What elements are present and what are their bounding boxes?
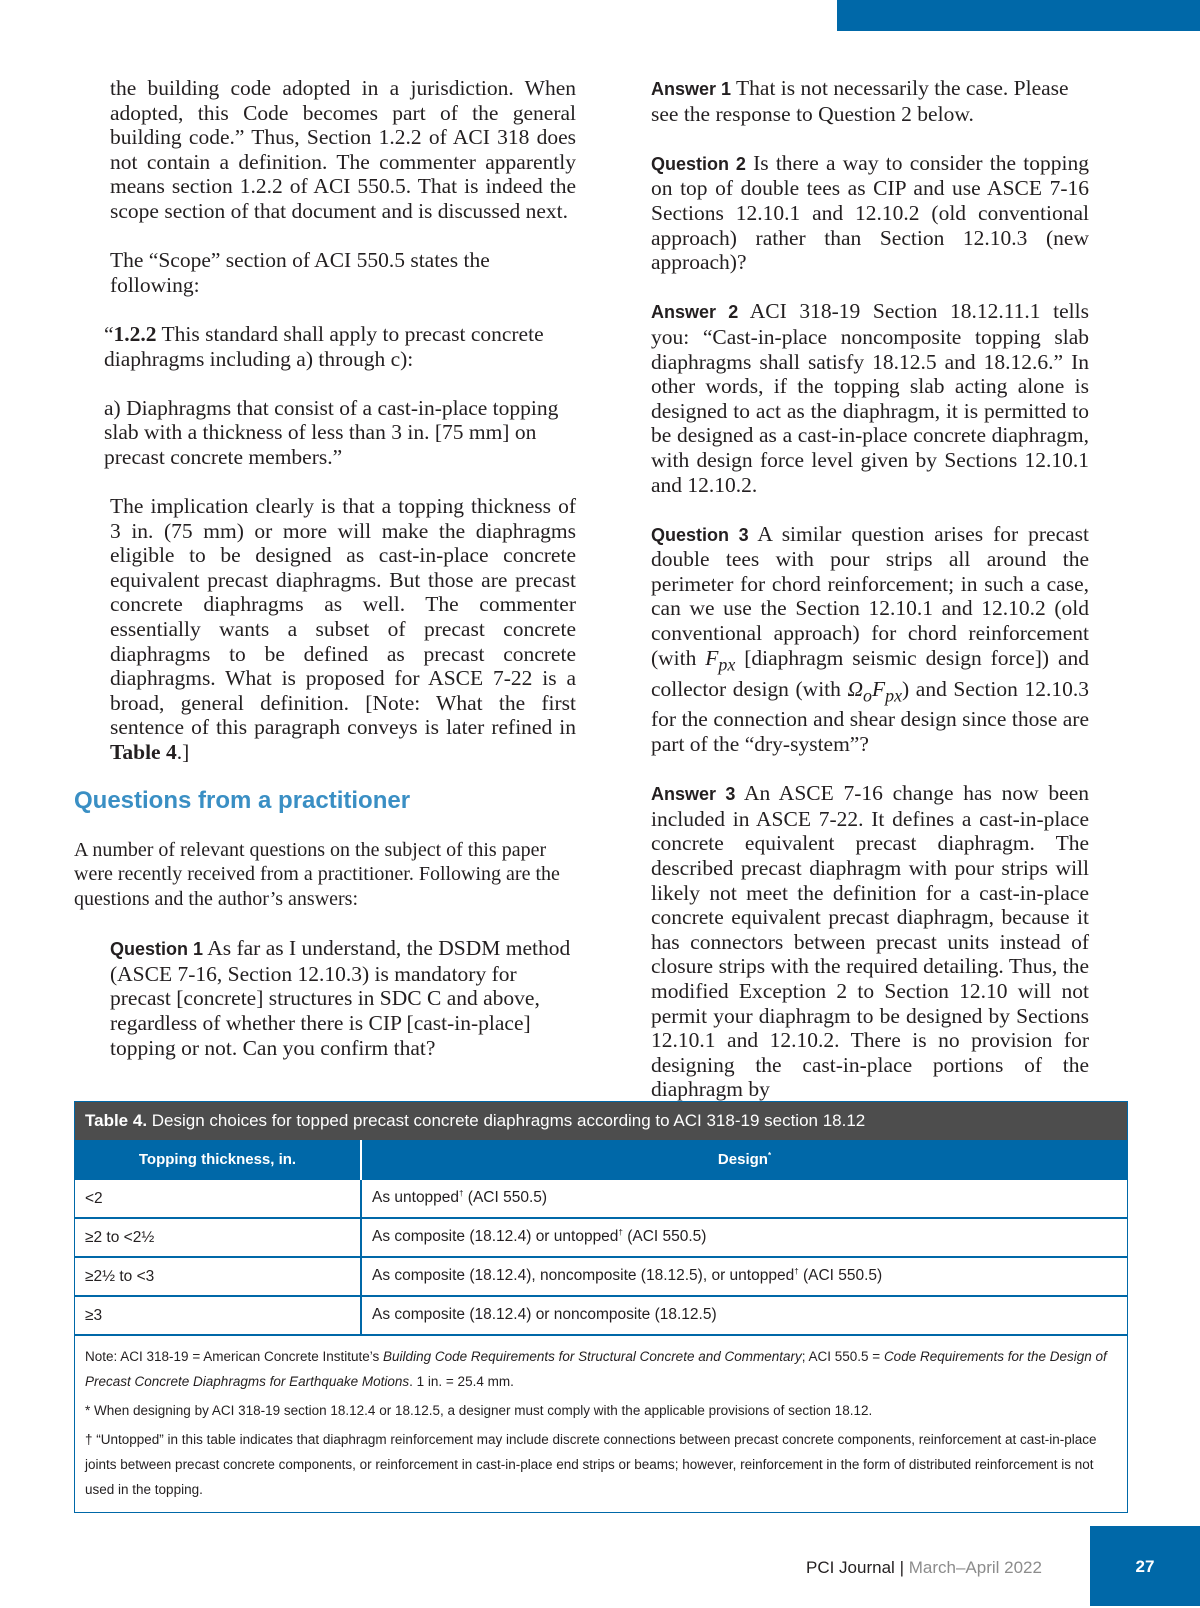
paragraph-implication: The implication clearly is that a topping thickness of 3 in. (75 mm) or more will make the diaphragms eligible to be designed as cast-in-place concrete equivalent precast diaphragms. But those are precast concrete diaphragms as well. The commenter essentially wants a subset of precast concrete diaphragms to be defined as precast concrete diaphragms. What is proposed for ASCE 7-22 is a broad, general definition. [Note: What the first sentence of this paragraph conveys is later refined in Table 4.] [110,494,576,765]
footnote-dagger: † “Untopped” in this table indicates that diaphragm reinforcement may include discrete connections between precast concrete components, reinforcement at cast-in-place joints between precast concrete components, or reinforcement in cast-in-place end strips or beams; however, reinforcement in the form of distributed reinforcement is not used in the topping. [85,1432,1097,1497]
design-cell: As composite (18.12.4) or untopped† (ACI 550.5) [361,1218,1127,1257]
right-column [651,76,1089,1127]
thickness-cell: ≥2 to <2½ [75,1218,361,1257]
quote-item-a: a) Diaphragms that consist of a cast-in-place topping slab with a thickness of less than 3 in. [75 mm] on precast concrete members.” [104,395,559,469]
question-2-label: Question 2 [651,153,746,174]
answer-3-label: Answer 3 [651,784,736,805]
table-row [75,1179,1127,1218]
answer-3: Answer 3 An ASCE 7-16 change has now been included in ASCE 7-22. It defines a cast-in-place concrete equivalent precast diaphragm. The described precast diaphragm with pour strips will likely not meet the definition for a cast-in-place concrete equivalent precast diaphragm, because it has connectors between precast units instead of closure strips with the required detailing. Thus, the modified Exception 2 to Section 12.10 will not permit your diaphragm to be designed by Sections 12.10.1 and 12.10.2. There is no provision for designing the cast-in-place portions of the diaphragm by [651,781,1089,1102]
answer-1: Answer 1 That is not necessarily the case. Please see the response to Question 2 below. [651,76,1069,126]
section-heading: Questions from a practitioner [74,787,411,815]
journal-name: PCI Journal [806,1558,895,1577]
thickness-cell: ≥2½ to <3 [75,1257,361,1296]
header-design: Design* [361,1140,1127,1179]
design-cell: As untopped† (ACI 550.5) [361,1179,1127,1218]
paragraph-code-definition: the building code adopted in a jurisdiction. When adopted, this Code becomes part of the general building code.” Thus, Section 1.2.2 of ACI 318 does not contain a definition. The commenter apparently means section 1.2.2 of ACI 550.5. That is indeed the scope section of that document and is discussed next. [110,76,576,223]
table-title: Table 4. Design choices for topped precast concrete diaphragms according to ACI 318-19 section 18.12 [75,1102,1127,1140]
page-number: 27 [1090,1526,1200,1606]
header-topping-thickness: Topping thickness, in. [75,1140,361,1179]
answer-2: Answer 2 ACI 318-19 Section 18.12.11.1 tells you: “Cast-in-place noncomposite topping slab diaphragms shall satisfy 18.12.5 and 18.12.6.” In other words, if the topping slab acting alone is designed to act as the diaphragm, it is permitted to be designed as a cast-in-place concrete diaphragm, with design force level given by Sections 12.10.1 and 12.10.2. [651,299,1089,497]
question-1-label: Question 1 [110,939,204,960]
paragraph-scope: The “Scope” section of ACI 550.5 states the following: [110,248,490,297]
paragraph-practitioner-intro: A number of relevant questions on the subject of this paper were recently received from a practitioner. Following are the questions and the author’s answers: [74,838,560,910]
thickness-cell: <2 [75,1179,361,1218]
question-2: Question 2 Is there a way to consider the topping on top of double tees as CIP and use ASCE 7-16 Sections 12.10.1 and 12.10.2 (old conventional approach) rather than Section 12.10.3 (new approach)? [651,150,1089,275]
answer-2-label: Answer 2 [651,302,739,323]
thickness-cell: ≥3 [75,1296,361,1334]
header-accent-bar [837,0,1200,31]
design-cell: As composite (18.12.4), noncomposite (18.12.5), or untopped† (ACI 550.5) [361,1257,1127,1296]
table-body [75,1140,1127,1334]
page-footer [806,1558,1042,1578]
table-note: Note: ACI 318-19 = American Concrete Institute’s Building Code Requirements for Structural Concrete and Commentary; ACI 550.5 = Code Requirements for the Design of Precast Concrete Diaphragms for Earthquake Motions. 1 in. = 25.4 mm. [85,1349,1107,1389]
issue-date: March–April 2022 [908,1558,1042,1577]
question-1: Question 1 As far as I understand, the DSDM method (ASCE 7-16, Section 12.10.3) is mandatory for precast [concrete] structures in SDC C and above, regardless of whether there is CIP [cast-in-place] topping or not. Can you confirm that? [110,936,571,1060]
table-row [75,1218,1127,1257]
table-row [75,1257,1127,1296]
table-row [75,1296,1127,1334]
answer-1-label: Answer 1 [651,79,732,99]
footnote-asterisk: * When designing by ACI 318-19 section 18.12.4 or 18.12.5, a designer must comply with the applicable provisions of section 18.12. [85,1403,873,1418]
footer-separator: | [899,1558,904,1577]
design-cell: As composite (18.12.4) or noncomposite (18.12.5) [361,1296,1127,1334]
quote-1-2-2: “1.2.2 This standard shall apply to precast concrete diaphragms including a) through c): [104,321,544,371]
question-3: Question 3 A similar question arises for precast double tees with pour strips all around the perimeter for chord reinforcement; in such a case, can we use the Section 12.10.1 and 12.10.2 (old conventional approach) for chord reinforcement (with $F_{px}$ [diaphragm seismic design force]) and collector design (with $\Omega_oF_{px}$) and Section 12.10.3 for the connection and shear design since those are part of the “dry-system”? [651,521,1090,757]
design-choices-table [74,1101,1128,1513]
left-column [74,76,576,1085]
question-3-label: Question 3 [651,524,749,545]
table-notes [75,1334,1127,1512]
